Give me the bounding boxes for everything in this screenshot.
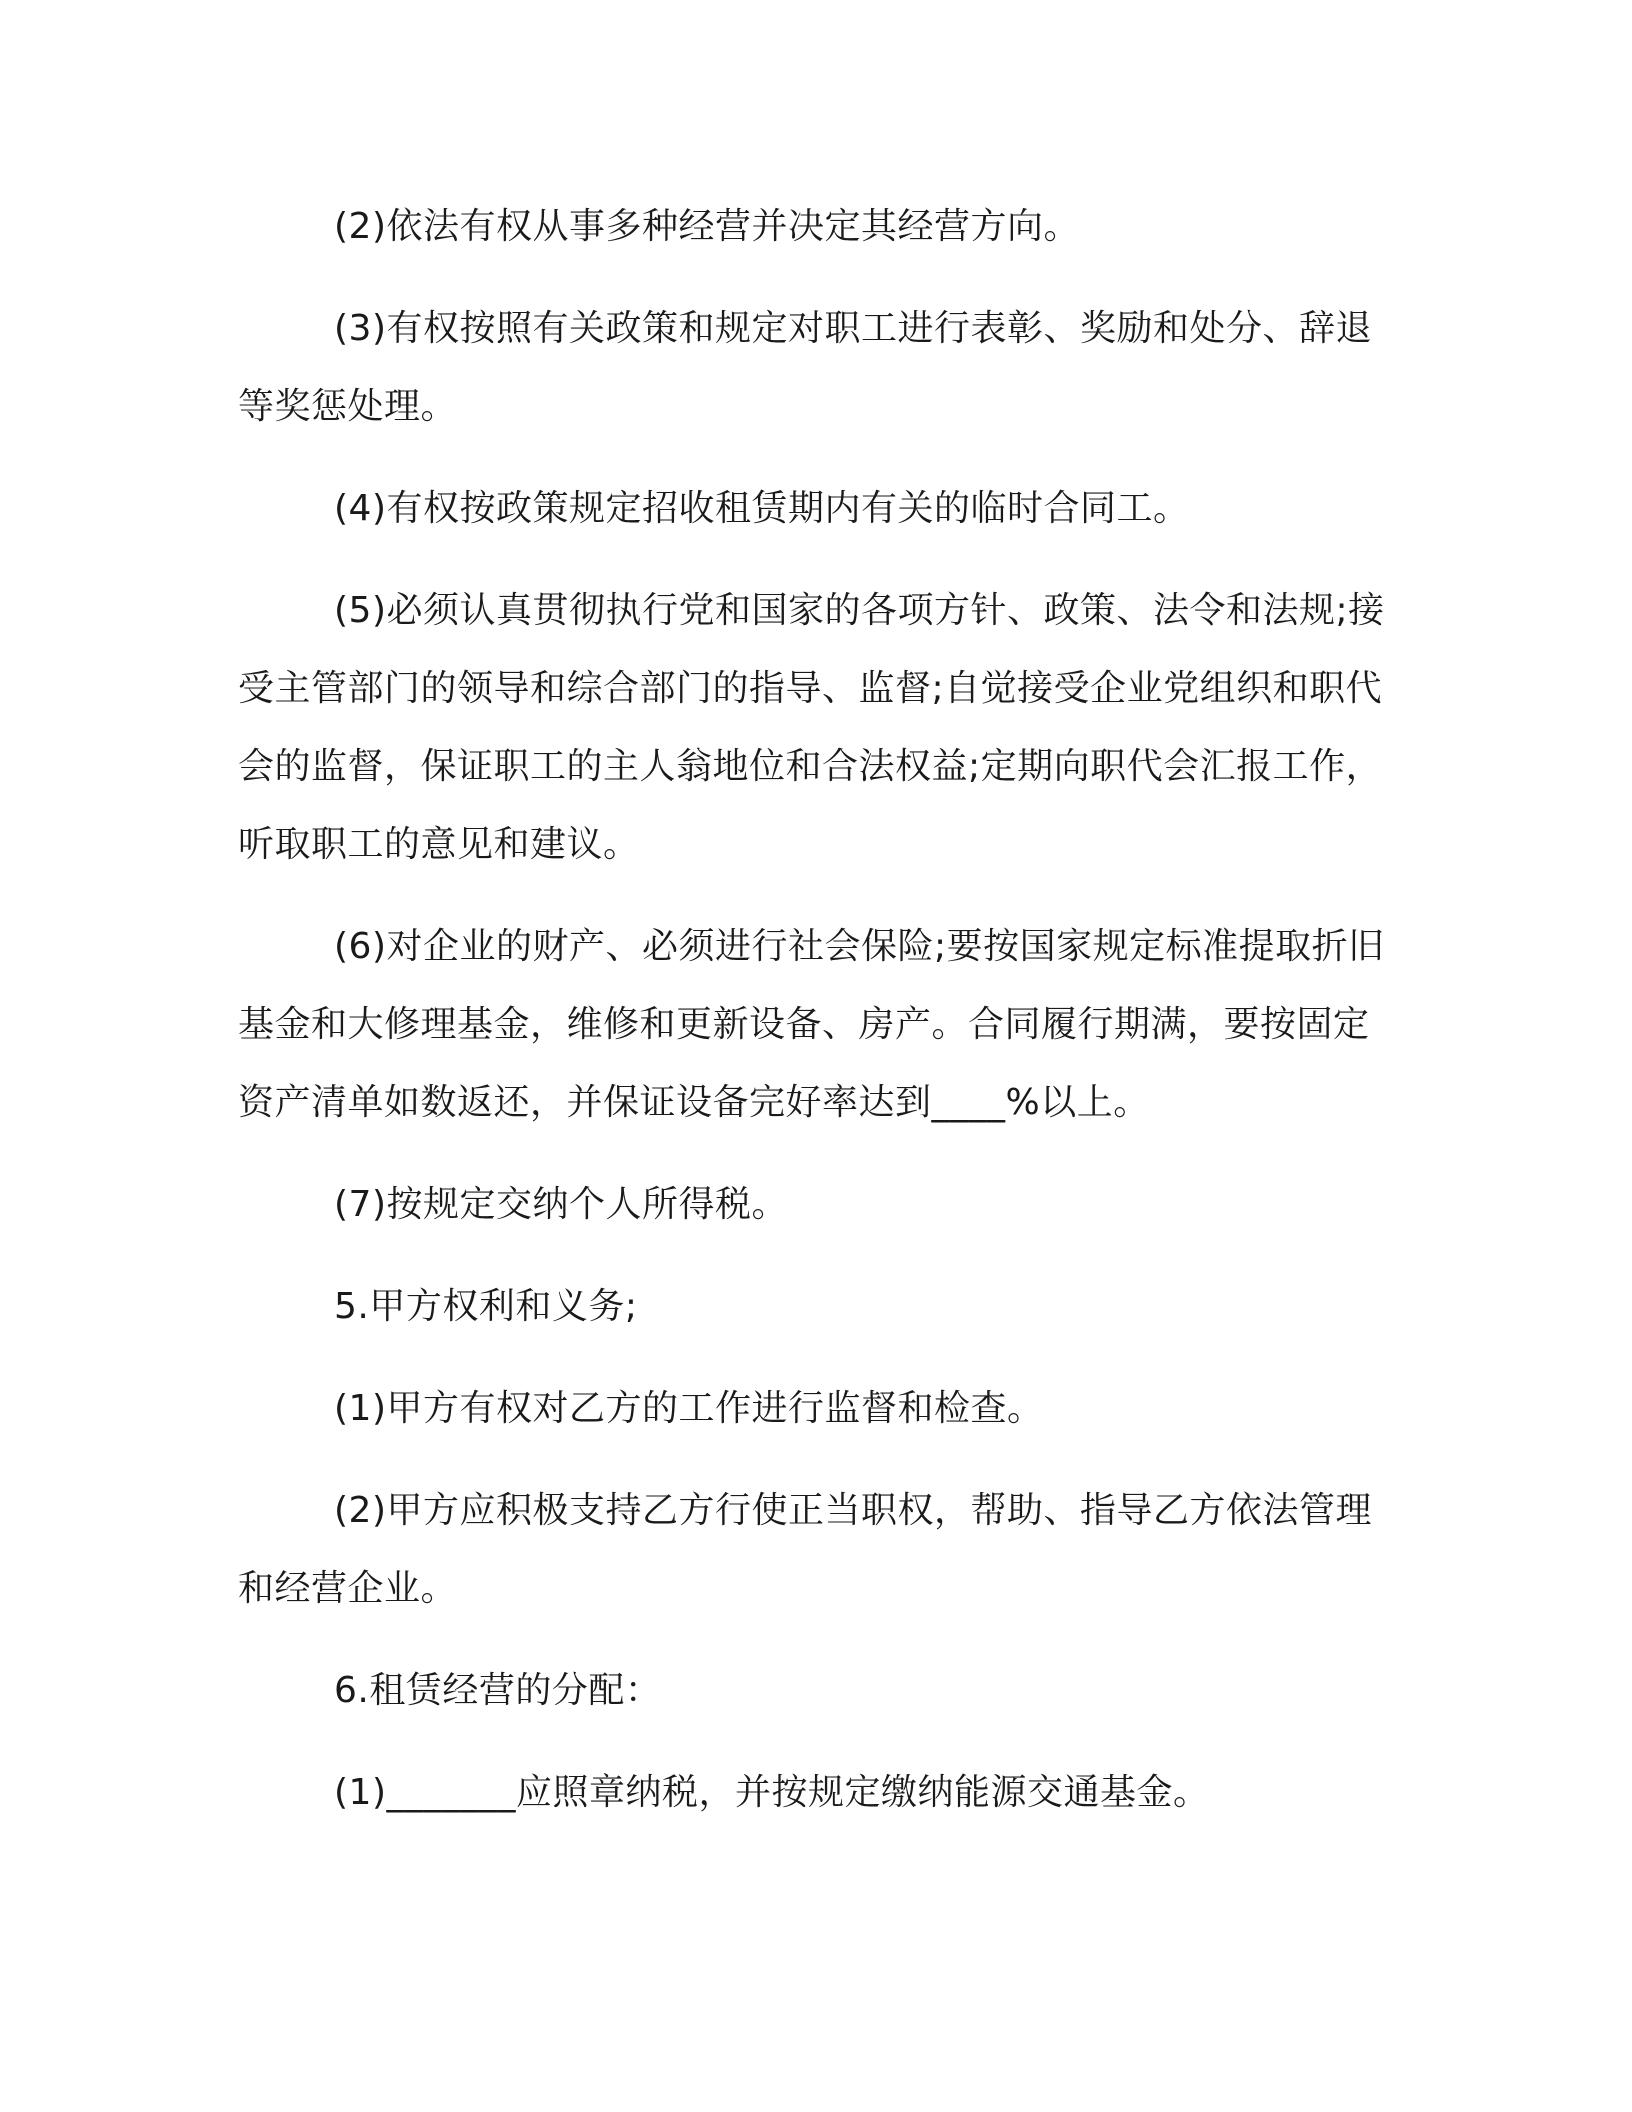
paragraph-distribution-tax: (1)_______应照章纳税，并按规定缴纳能源交通基金。 [334, 1772, 1210, 1813]
paragraph-duty-policy-compliance: (5)必须认真贯彻执行党和国家的各项方针、政策、法令和法规;接受主管部门的领导和综合部门的指导、监督;自觉接受企业党组织和职代会的监督，保证职工的主人翁地位和合法权益;定期向职代会汇报工作，听取职工的意见和建议。 [238, 590, 1385, 865]
paragraph-rights-business-scope: (2)依法有权从事多种经营并决定其经营方向。 [334, 206, 1080, 247]
paragraph-party-a-supervision: (1)甲方有权对乙方的工作进行监督和检查。 [334, 1388, 1044, 1429]
section-heading-lease-distribution: 6.租赁经营的分配： [334, 1670, 662, 1711]
paragraph-rights-temp-workers: (4)有权按政策规定招收租赁期内有关的临时合同工。 [334, 488, 1190, 529]
paragraph-rights-reward-punish: (3)有权按照有关政策和规定对职工进行表彰、奖励和处分、辞退等奖惩处理。 [238, 308, 1372, 427]
paragraph-duty-income-tax: (7)按规定交纳个人所得税。 [334, 1184, 788, 1225]
paragraph-duty-asset-insurance: (6)对企业的财产、必须进行社会保险;要按国家规定标准提取折旧基金和大修理基金，维修和更新设备、房产。合同履行期满，要按固定资产清单如数返还，并保证设备完好率达到____%以上。 [238, 926, 1385, 1123]
paragraph-party-a-support: (2)甲方应积极支持乙方行使正当职权，帮助、指导乙方依法管理和经营企业。 [238, 1490, 1372, 1609]
section-heading-party-a-rights: 5.甲方权利和义务; [334, 1286, 638, 1327]
document-body [238, 188, 1398, 1856]
